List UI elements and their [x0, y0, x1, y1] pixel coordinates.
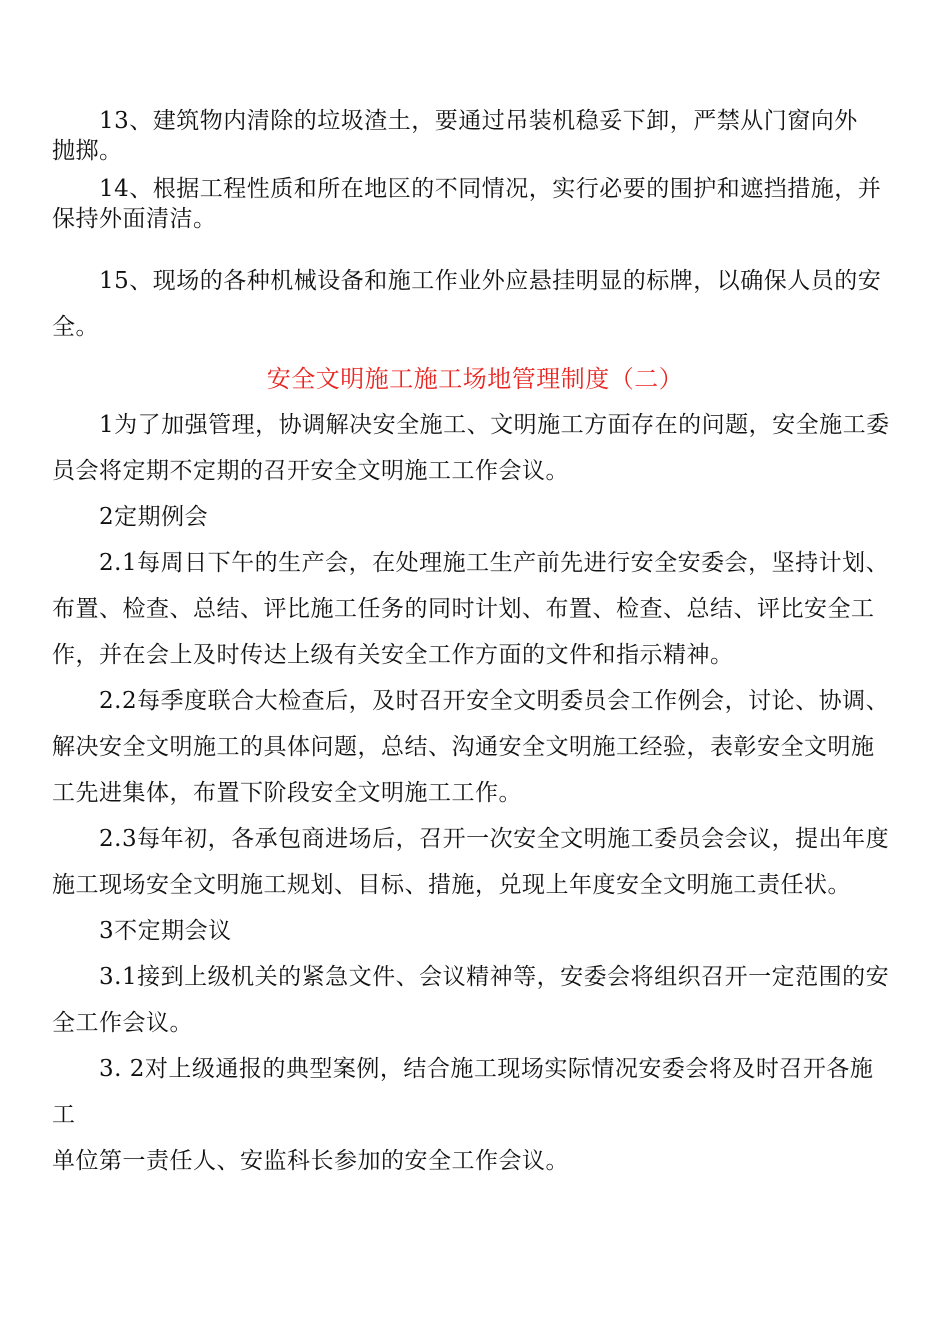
paragraph-line: 13、建筑物内清除的垃圾渣土，要通过吊装机稳妥下卸，严禁从门窗向外: [99, 108, 858, 134]
paragraph-line: 工: [52, 1102, 76, 1128]
paragraph-line: 全工作会议。: [52, 1010, 193, 1036]
paragraph-line: 2.1每周日下午的生产会，在处理施工生产前先进行安全安委会，坚持计划、: [99, 550, 890, 576]
paragraph-line: 15、现场的各种机械设备和施工作业外应悬挂明显的标牌，以确保人员的安: [99, 268, 882, 294]
paragraph-line: 施工现场安全文明施工规划、目标、措施，兑现上年度安全文明施工责任状。: [52, 872, 851, 898]
paragraph-heading: 2定期例会: [99, 504, 209, 530]
paragraph-line: 1为了加强管理，协调解决安全施工、文明施工方面存在的问题，安全施工委: [99, 412, 890, 438]
paragraph-line: 解决安全文明施工的具体问题，总结、沟通安全文明施工经验，表彰安全文明施: [52, 734, 875, 760]
paragraph-line: 3. 2对上级通报的典型案例，结合施工现场实际情况安委会将及时召开各施: [99, 1056, 874, 1082]
section-title: 安全文明施工施工场地管理制度（二）: [266, 365, 684, 393]
paragraph-line: 保持外面清洁。: [52, 206, 217, 232]
paragraph-line: 3.1接到上级机关的紧急文件、会议精神等，安委会将组织召开一定范围的安: [99, 964, 890, 990]
paragraph-line: 员会将定期不定期的召开安全文明施工工作会议。: [52, 458, 569, 484]
paragraph-line: 2.2每季度联合大检查后，及时召开安全文明委员会工作例会，讨论、协调、: [99, 688, 890, 714]
paragraph-line: 抛掷。: [52, 138, 123, 164]
paragraph-line: 工先进集体，布置下阶段安全文明施工工作。: [52, 780, 522, 806]
paragraph-line: 作，并在会上及时传达上级有关安全工作方面的文件和指示精神。: [52, 642, 734, 668]
paragraph-line: 2.3每年初，各承包商进场后，召开一次安全文明施工委员会会议，提出年度: [99, 826, 890, 852]
paragraph-line: 全。: [52, 314, 99, 340]
paragraph-line: 布置、检查、总结、评比施工任务的同时计划、布置、检查、总结、评比安全工: [52, 596, 875, 622]
paragraph-line: 14、根据工程性质和所在地区的不同情况，实行必要的围护和遮挡措施，并: [99, 176, 882, 202]
paragraph-heading: 3不定期会议: [99, 918, 232, 944]
paragraph-line: 单位第一责任人、安监科长参加的安全工作会议。: [52, 1148, 569, 1174]
